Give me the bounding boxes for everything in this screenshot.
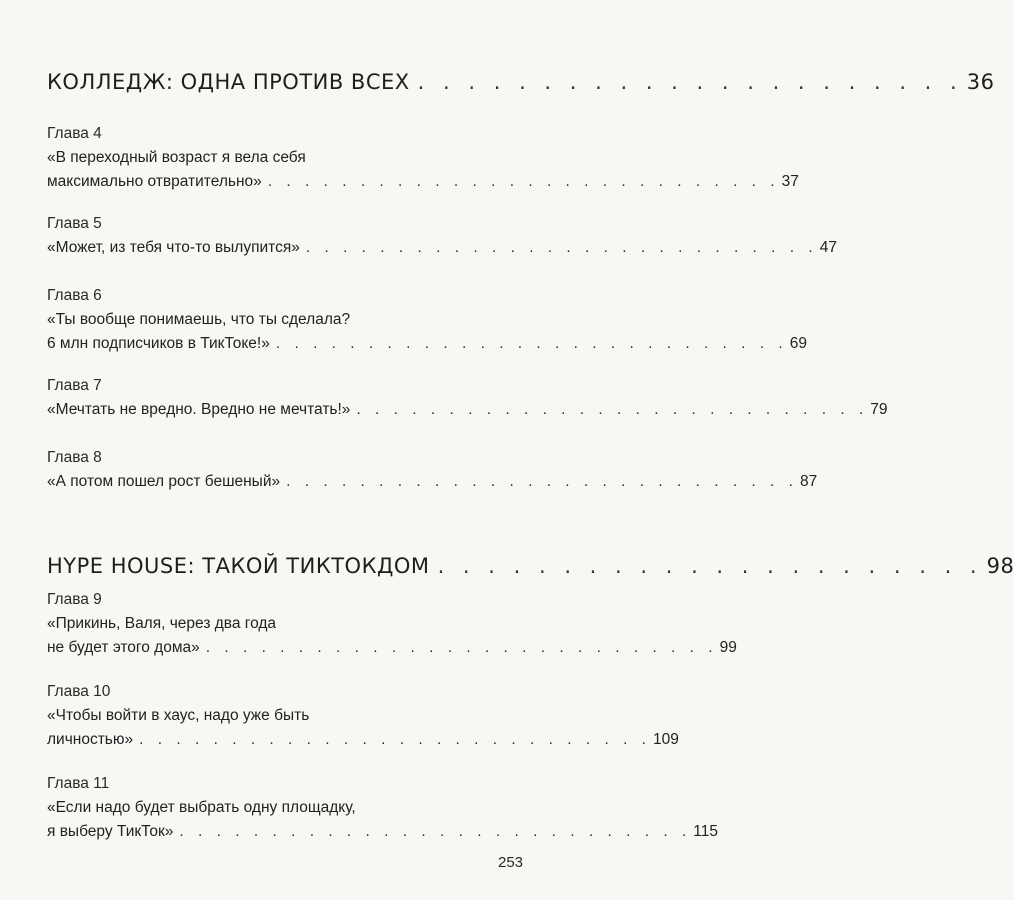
- chapter-label: Глава 7: [47, 377, 102, 394]
- chapter-title-line: 6 млн подписчиков в ТикТоке!»: [47, 335, 270, 352]
- leader-dots: . . . . . . . . . . . . . . . . . . . . . . . . . . . .: [275, 335, 788, 352]
- chapter-title-line: «Чтобы войти в хаус, надо уже быть: [47, 707, 310, 724]
- chapter-page-number: 87: [799, 473, 818, 490]
- leader-dots: . . . . . . . . . . . . . . . . . . . . . . . . . . . .: [356, 401, 869, 418]
- toc-entry: [47, 284, 807, 356]
- section-heading: [47, 70, 995, 94]
- chapter-label: Глава 8: [47, 449, 102, 466]
- chapter-label: Глава 11: [47, 775, 110, 792]
- toc-entry: [47, 212, 837, 260]
- chapter-page-number: 47: [819, 239, 837, 256]
- leader-dots: . . . . . . . . . . . . . . . . . . . . . .: [437, 554, 983, 578]
- toc-entry: [47, 772, 718, 844]
- section-title: HYPE HOUSE: ТАКОЙ ТИКТОКДОМ: [47, 554, 430, 578]
- chapter-label: Глава 10: [47, 683, 111, 700]
- folio-page-number: 253: [498, 854, 524, 871]
- leader-dots: . . . . . . . . . . . . . . . . . . . . . . . . . . . .: [286, 473, 798, 490]
- chapter-page-number: 115: [693, 823, 718, 840]
- toc-entry: [47, 446, 818, 494]
- section-heading: [47, 554, 1014, 578]
- leader-dots: . . . . . . . . . . . . . . . . . . . . . .: [417, 70, 963, 94]
- chapter-title-line: «Прикинь, Валя, через два года: [47, 615, 277, 632]
- chapter-page-number: 37: [781, 173, 799, 190]
- chapter-title-line: «В переходный возраст я вела себя: [47, 149, 306, 166]
- leader-dots: . . . . . . . . . . . . . . . . . . . . . . . . . . . .: [139, 731, 651, 748]
- chapter-title-line: не будет этого дома»: [47, 639, 200, 656]
- chapter-title-line: «Ты вообще понимаешь, что ты сделала?: [47, 311, 351, 328]
- chapter-label: Глава 9: [47, 591, 102, 608]
- chapter-title-line: «А потом пошел рост бешеный»: [47, 473, 281, 490]
- section-title: КОЛЛЕДЖ: ОДНА ПРОТИВ ВСЕХ: [47, 70, 410, 94]
- chapter-title-line: «Может, из тебя что-то вылупится»: [47, 239, 300, 256]
- toc-entry: [47, 588, 737, 660]
- leader-dots: . . . . . . . . . . . . . . . . . . . . . . . . . . . .: [267, 173, 780, 190]
- chapter-title-line: максимально отвратительно»: [47, 173, 262, 190]
- chapter-title-line: «Мечтать не вредно. Вредно не мечтать!»: [47, 401, 351, 418]
- toc-entry: [47, 122, 799, 194]
- leader-dots: . . . . . . . . . . . . . . . . . . . . . . . . . . . .: [179, 823, 692, 840]
- section-page-number: 98: [986, 554, 1014, 578]
- chapter-label: Глава 6: [47, 287, 102, 304]
- chapter-page-number: 69: [789, 335, 807, 352]
- chapter-label: Глава 4: [47, 125, 102, 142]
- chapter-title-line: «Если надо будет выбрать одну площадку,: [47, 799, 356, 816]
- toc-entry: [47, 680, 679, 752]
- chapter-page-number: 99: [719, 639, 737, 656]
- toc-entry: [47, 374, 888, 422]
- chapter-title-line: я выберу ТикТок»: [47, 823, 174, 840]
- chapter-page-number: 79: [870, 401, 888, 418]
- chapter-title-line: личностью»: [47, 731, 134, 748]
- section-page-number: 36: [966, 70, 995, 94]
- chapter-label: Глава 5: [47, 215, 102, 232]
- chapter-page-number: 109: [653, 731, 679, 748]
- leader-dots: . . . . . . . . . . . . . . . . . . . . . . . . . . . .: [205, 639, 718, 656]
- leader-dots: . . . . . . . . . . . . . . . . . . . . . . . . . . . .: [305, 239, 818, 256]
